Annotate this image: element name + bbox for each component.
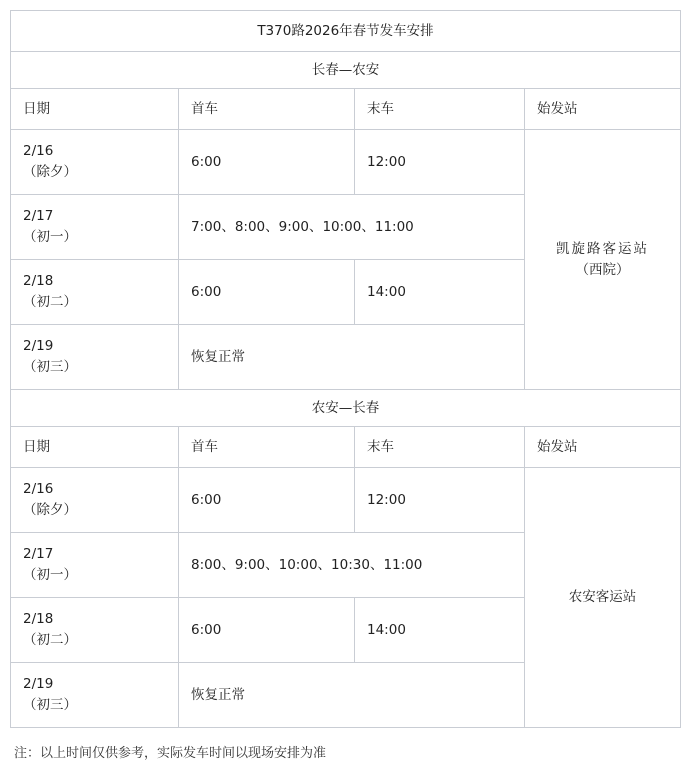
lunar-date-value: （除夕） xyxy=(23,502,77,518)
date-cell xyxy=(11,260,179,325)
first-bus-time: 6:00 xyxy=(179,468,355,533)
footnote: 注：以上时间仅供参考，实际发车时间以现场安排为准 xyxy=(14,746,327,761)
departure-station-outbound xyxy=(525,130,681,390)
lunar-date-value: （初三） xyxy=(23,359,77,375)
section-title-inbound: 农安—长春 xyxy=(11,390,681,427)
station-name: 凯旋路客运站 xyxy=(556,240,649,257)
date-value: 2/18 xyxy=(23,273,54,290)
departure-times-list: 8:00、9:00、10:00、10:30、11:00 xyxy=(179,533,525,598)
date-cell xyxy=(11,195,179,260)
last-bus-time: 12:00 xyxy=(355,130,525,195)
date-cell xyxy=(11,325,179,390)
schedule-table xyxy=(10,10,681,728)
header-row xyxy=(11,427,681,468)
column-header-first-bus: 首车 xyxy=(179,89,355,130)
table-row xyxy=(11,130,681,195)
date-value: 2/18 xyxy=(23,611,54,628)
column-header-last-bus: 末车 xyxy=(355,89,525,130)
first-bus-time: 6:00 xyxy=(179,598,355,663)
station-sub-name: （西院） xyxy=(575,261,630,278)
station-name: 农安客运站 xyxy=(568,589,637,606)
section-row xyxy=(11,52,681,89)
departure-times-list: 7:00、8:00、9:00、10:00、11:00 xyxy=(179,195,525,260)
column-header-departure-station: 始发站 xyxy=(525,89,681,130)
column-header-departure-station: 始发站 xyxy=(525,427,681,468)
date-cell xyxy=(11,663,179,728)
page-title: T370路2026年春节发车安排 xyxy=(11,11,681,52)
column-header-last-bus: 末车 xyxy=(355,427,525,468)
date-cell xyxy=(11,130,179,195)
status-note: 恢复正常 xyxy=(179,325,525,390)
date-value: 2/16 xyxy=(23,481,54,498)
table-row xyxy=(11,468,681,533)
date-cell xyxy=(11,468,179,533)
section-title-outbound: 长春—农安 xyxy=(11,52,681,89)
date-value: 2/16 xyxy=(23,143,54,160)
departure-station-inbound xyxy=(525,468,681,728)
lunar-date-value: （初一） xyxy=(23,567,77,583)
date-cell xyxy=(11,533,179,598)
lunar-date-value: （初三） xyxy=(23,697,77,713)
lunar-date-value: （初一） xyxy=(23,229,77,245)
date-value: 2/17 xyxy=(23,208,54,225)
lunar-date-value: （除夕） xyxy=(23,164,77,180)
header-row xyxy=(11,89,681,130)
column-header-date: 日期 xyxy=(11,89,179,130)
status-note: 恢复正常 xyxy=(179,663,525,728)
date-cell xyxy=(11,598,179,663)
first-bus-time: 6:00 xyxy=(179,260,355,325)
last-bus-time: 14:00 xyxy=(355,598,525,663)
lunar-date-value: （初二） xyxy=(23,632,77,648)
column-header-first-bus: 首车 xyxy=(179,427,355,468)
first-bus-time: 6:00 xyxy=(179,130,355,195)
column-header-date: 日期 xyxy=(11,427,179,468)
date-value: 2/19 xyxy=(23,338,54,355)
lunar-date-value: （初二） xyxy=(23,294,77,310)
section-row xyxy=(11,390,681,427)
last-bus-time: 14:00 xyxy=(355,260,525,325)
date-value: 2/19 xyxy=(23,676,54,693)
title-row xyxy=(11,11,681,52)
last-bus-time: 12:00 xyxy=(355,468,525,533)
date-value: 2/17 xyxy=(23,546,54,563)
